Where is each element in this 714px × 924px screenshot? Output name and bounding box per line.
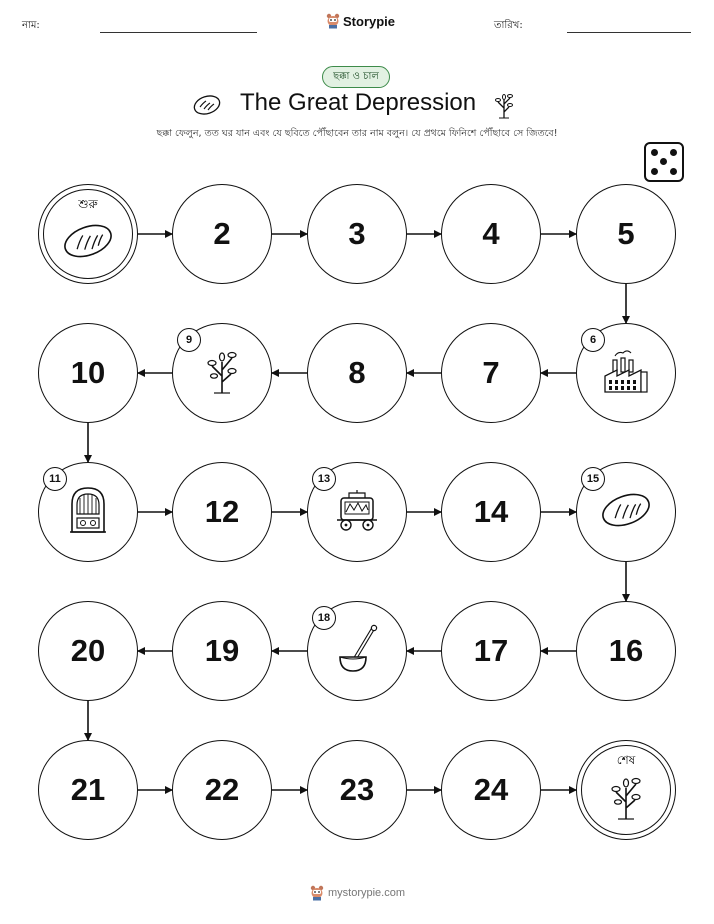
board-space-13 [307, 462, 407, 562]
page-title: The Great Depression [240, 89, 477, 116]
storypie-mascot-icon [310, 885, 324, 901]
board-space-14 [441, 462, 541, 562]
space-number: 7 [482, 355, 500, 390]
sapling-icon [608, 772, 644, 826]
space-number: 5 [617, 216, 635, 251]
space-number-badge: 13 [312, 467, 336, 491]
space-number: 8 [348, 355, 366, 390]
ladle-icon [334, 623, 380, 679]
space-number: 17 [473, 633, 509, 668]
space-number: 23 [339, 772, 375, 807]
footer-url[interactable]: mystorypie.com [328, 887, 406, 899]
space-number-badge: 18 [312, 606, 336, 630]
board-space-9 [172, 323, 272, 423]
space-number: 14 [473, 494, 509, 529]
wagon-icon [333, 488, 381, 536]
finish-label: শেষ [616, 753, 636, 767]
bread-icon [61, 221, 115, 265]
space-number: 10 [70, 355, 106, 390]
space-number: 20 [70, 633, 106, 668]
start-label: শুরু [78, 197, 98, 211]
space-number: 24 [473, 772, 509, 807]
board-space-4 [441, 184, 541, 284]
date-label: তারিখ: [494, 20, 523, 31]
board-space-20 [38, 601, 138, 701]
board-space-3 [307, 184, 407, 284]
space-number: 12 [204, 494, 240, 529]
space-number-badge: 15 [581, 467, 605, 491]
board-space-22 [172, 740, 272, 840]
board-space-24 [441, 740, 541, 840]
space-number-badge: 6 [581, 328, 605, 352]
board-space-10 [38, 323, 138, 423]
game-type-badge: ছক্কা ও চাল [322, 66, 390, 88]
space-number: 21 [70, 772, 106, 807]
board-space-6 [576, 323, 676, 423]
finish-space [576, 740, 676, 840]
start-space [38, 184, 138, 284]
board-space-17 [441, 601, 541, 701]
space-number: 16 [608, 633, 644, 668]
board-space-23 [307, 740, 407, 840]
bread-icon [599, 490, 653, 534]
board-space-12 [172, 462, 272, 562]
factory-icon [601, 348, 651, 398]
board-space-19 [172, 601, 272, 701]
space-number: 22 [204, 772, 240, 807]
radio-icon [68, 484, 108, 540]
space-number: 2 [213, 216, 231, 251]
board-space-11 [38, 462, 138, 562]
space-number: 19 [204, 633, 240, 668]
board-space-16 [576, 601, 676, 701]
board-space-2 [172, 184, 272, 284]
board-space-18 [307, 601, 407, 701]
board-space-21 [38, 740, 138, 840]
instructions: ছক্কা ফেলুন, তত ঘর যান এবং যে ছবিতে পৌঁছাবেন তার নাম বলুন। যে প্রথমে ফিনিশে পৌঁছাবে সে জিতবে! [156, 128, 558, 139]
space-number: 3 [348, 216, 366, 251]
footer [310, 885, 405, 901]
space-number: 4 [482, 216, 500, 251]
board-space-7 [441, 323, 541, 423]
board-space-8 [307, 323, 407, 423]
space-number-badge: 9 [177, 328, 201, 352]
space-number-badge: 11 [43, 467, 67, 491]
brand-name: Storypie [343, 13, 396, 29]
board-space-5 [576, 184, 676, 284]
board-space-15 [576, 462, 676, 562]
sapling-icon [204, 346, 240, 400]
name-label: নাম: [22, 20, 40, 31]
